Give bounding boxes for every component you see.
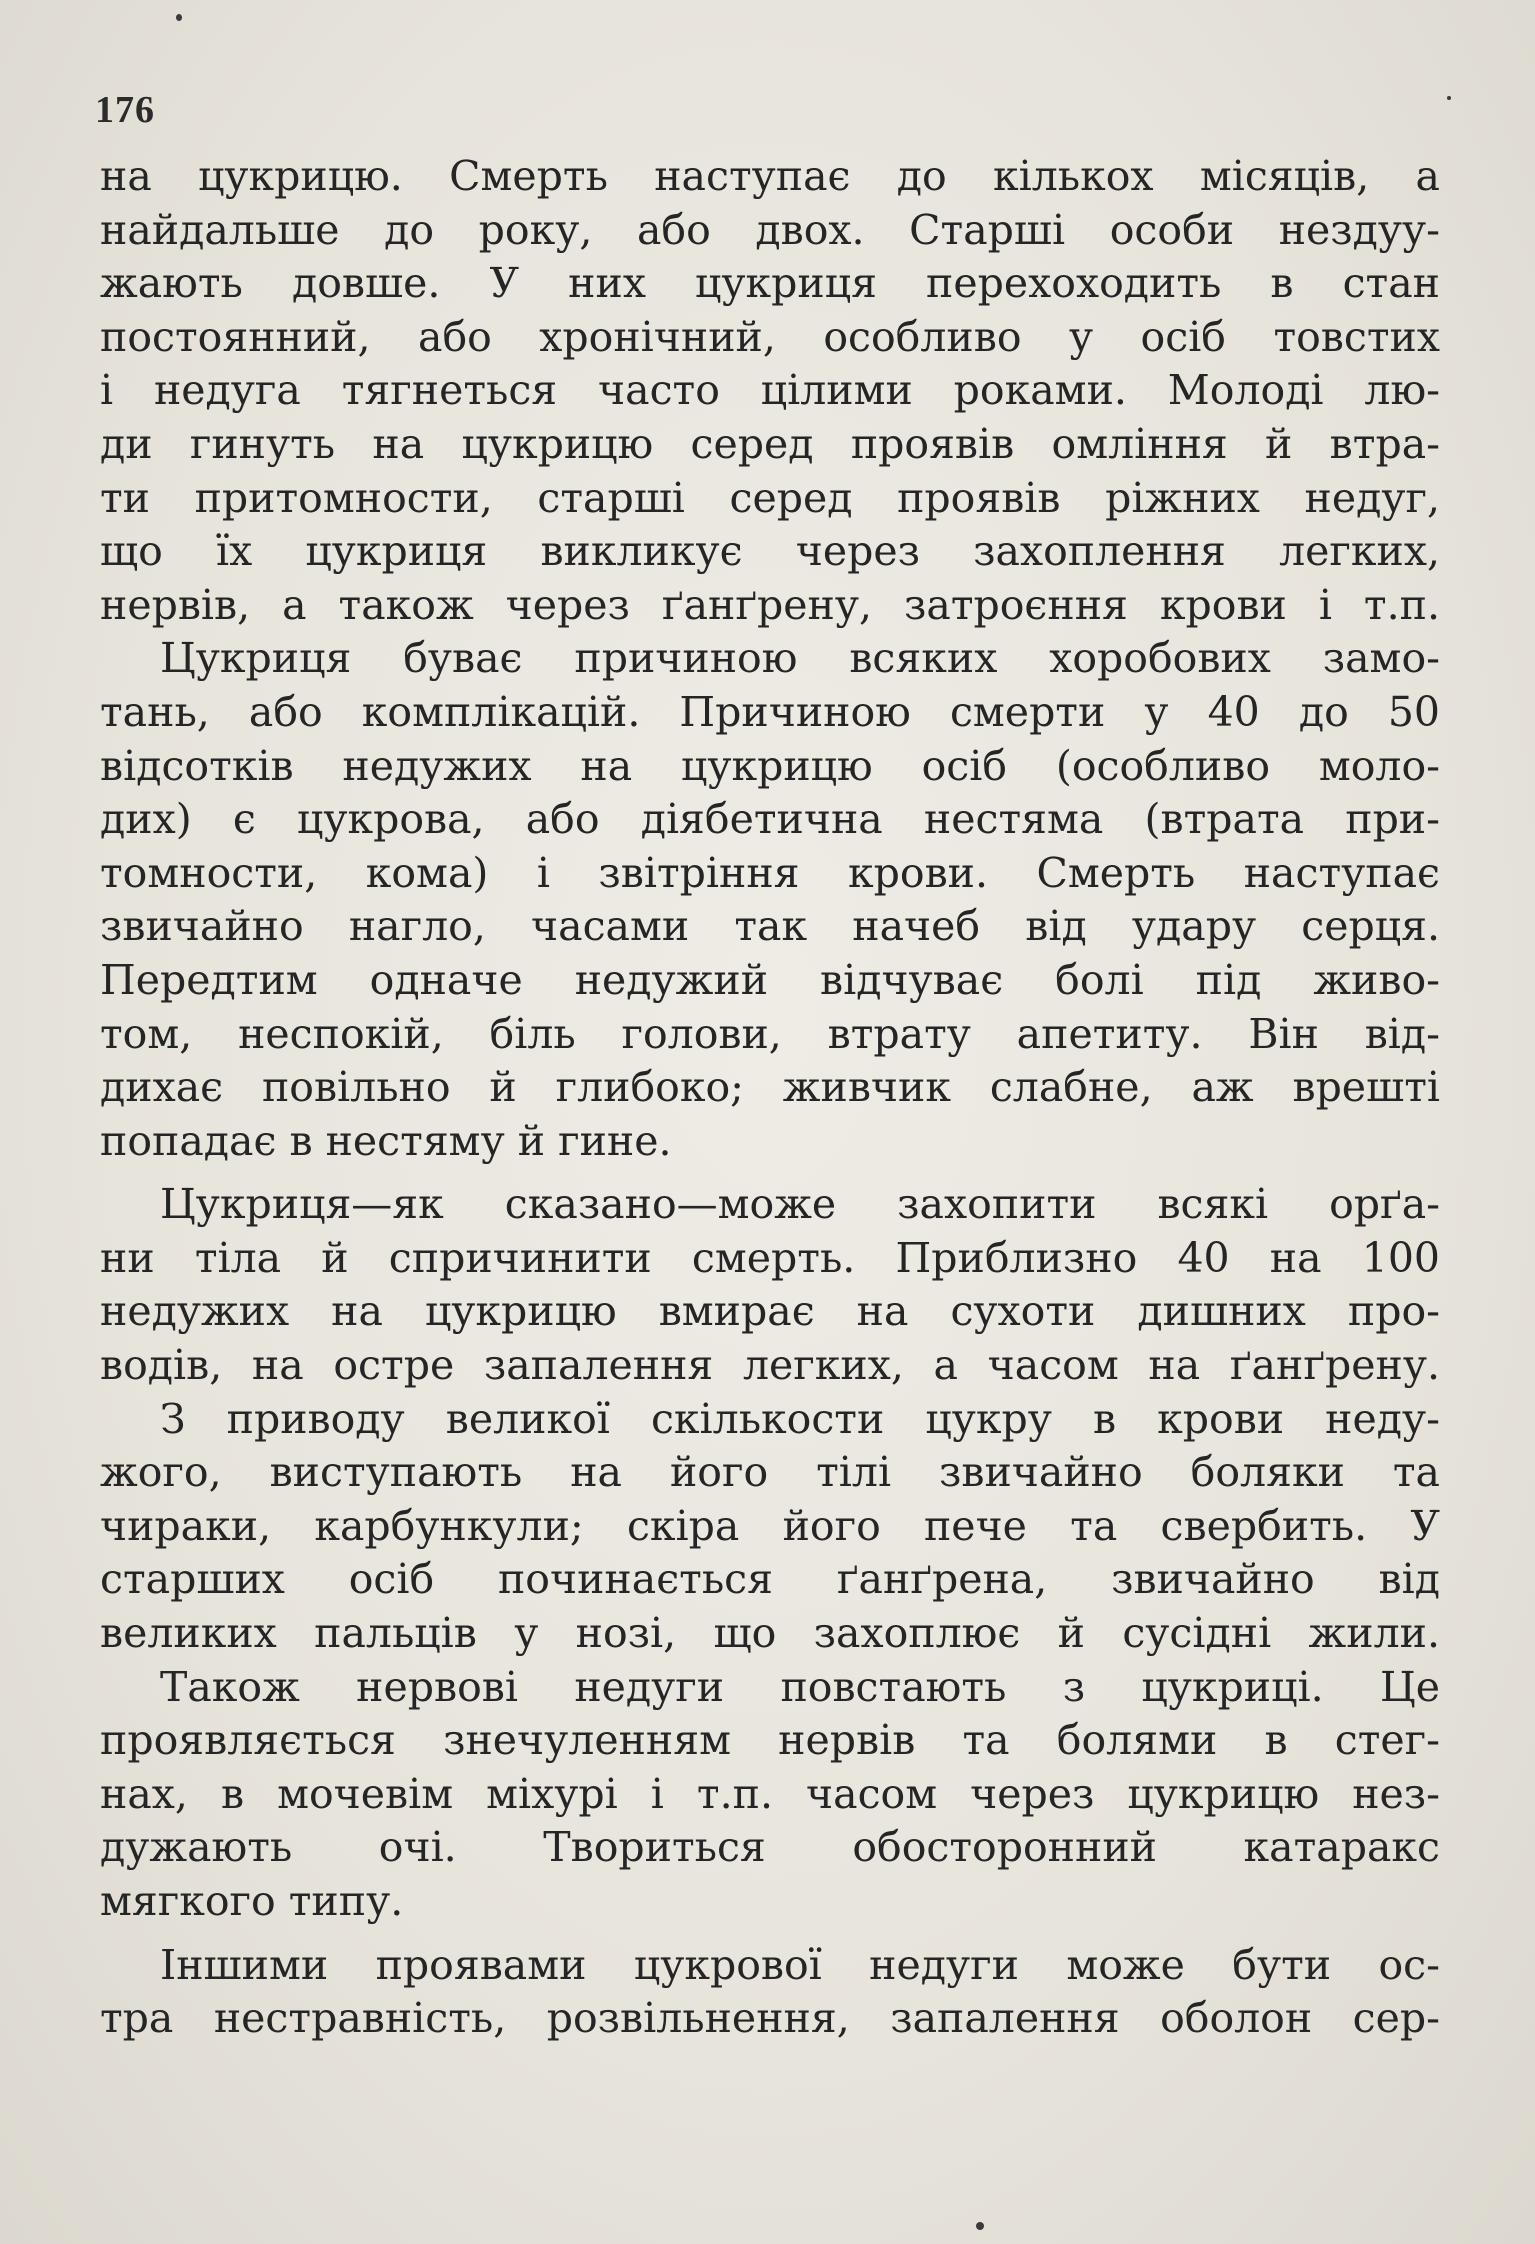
text-line: дих) є цукрова, або діябетична нестяма (втрата при- bbox=[100, 795, 1440, 844]
text-line: тра нестравність, розвільнення, запалення оболон сер- bbox=[100, 1994, 1440, 2043]
text-line: недужих на цукрицю вмирає на сухоти дишних про- bbox=[100, 1287, 1440, 1336]
text-line: Передтим одначе недужий відчуває болі під живо- bbox=[100, 955, 1440, 1004]
text-line: дужають очі. Твориться обосторонний катаракс bbox=[100, 1823, 1440, 1872]
ink-speck bbox=[1447, 96, 1451, 100]
text-line: Іншими проявами цукрової недуги може бути ос- bbox=[160, 1940, 1440, 1989]
text-line: постоянний, або хронічний, особливо у осіб товстих bbox=[100, 312, 1440, 361]
text-line: Цукриця—як сказано—може захопити всякі орґа- bbox=[160, 1180, 1440, 1229]
text-line: звичайно нагло, часами так начеб від удару серця. bbox=[100, 902, 1440, 951]
text-line: відсотків недужих на цукрицю осіб (особливо моло- bbox=[100, 741, 1440, 790]
text-line: великих пальців у нозі, що захоплює й сусідні жили. bbox=[100, 1609, 1440, 1658]
text-line: ти притомности, старші серед проявів ріжних недуг, bbox=[100, 473, 1440, 522]
text-line: водів, на остре запалення легких, а часом на ґанґрену. bbox=[100, 1341, 1440, 1390]
text-line: ди гинуть на цукрицю серед проявів омління й втра- bbox=[100, 419, 1440, 468]
text-line: томности, кома) і звітріння крови. Смерть наступає bbox=[100, 848, 1440, 897]
text-line: нервів, а також через ґанґрену, затроєння крови і т.п. bbox=[100, 580, 1440, 629]
text-line: нах, в мочевім міхурі і т.п. часом через цукрицю нез- bbox=[100, 1769, 1440, 1818]
text-line: Цукриця буває причиною всяких хоробових замо- bbox=[160, 634, 1440, 683]
text-line: том, неспокій, біль голови, втрату апетиту. Він від- bbox=[100, 1009, 1440, 1058]
ink-speck bbox=[176, 14, 182, 21]
text-line: найдальше до року, або двох. Старші особи нездуу- bbox=[100, 205, 1440, 254]
page-number: 176 bbox=[95, 89, 155, 131]
text-line: тань, або комплікацій. Причиною смерти у 40 до 50 bbox=[100, 687, 1440, 736]
text-line: дихає повільно й глибоко; живчик слабне, аж врешті bbox=[100, 1063, 1440, 1112]
text-line: проявляється знечуленням нервів та болями в стег- bbox=[100, 1716, 1440, 1765]
text-line: ни тіла й спричинити смерть. Приблизно 40 на 100 bbox=[100, 1233, 1440, 1282]
text-line: і недуга тягнеться часто цілими роками. Молоді лю- bbox=[100, 366, 1440, 415]
text-line: чираки, карбункули; скіра його пече та свербить. У bbox=[100, 1501, 1440, 1550]
text-line: жого, виступають на його тілі звичайно боляки та bbox=[100, 1448, 1440, 1497]
text-line: жають довше. У них цукриця перехоходить в стан bbox=[100, 259, 1440, 308]
text-line: старших осіб починається ґанґрена, звичайно від bbox=[100, 1555, 1440, 1604]
text-line: мягкого типу. bbox=[100, 1877, 404, 1925]
ink-speck bbox=[976, 2222, 984, 2230]
page-body-text bbox=[100, 150, 1440, 2046]
text-line: попадає в нестяму й гине. bbox=[100, 1116, 672, 1165]
text-line: Також нервові недуги повстають з цукриці. Це bbox=[160, 1662, 1440, 1711]
text-line: З приводу великої скількости цукру в крови неду- bbox=[160, 1394, 1440, 1443]
text-line: що їх цукриця викликує через захоплення легких, bbox=[100, 527, 1440, 576]
text-line: на цукрицю. Смерть наступає до кількох місяців, а bbox=[100, 152, 1440, 200]
